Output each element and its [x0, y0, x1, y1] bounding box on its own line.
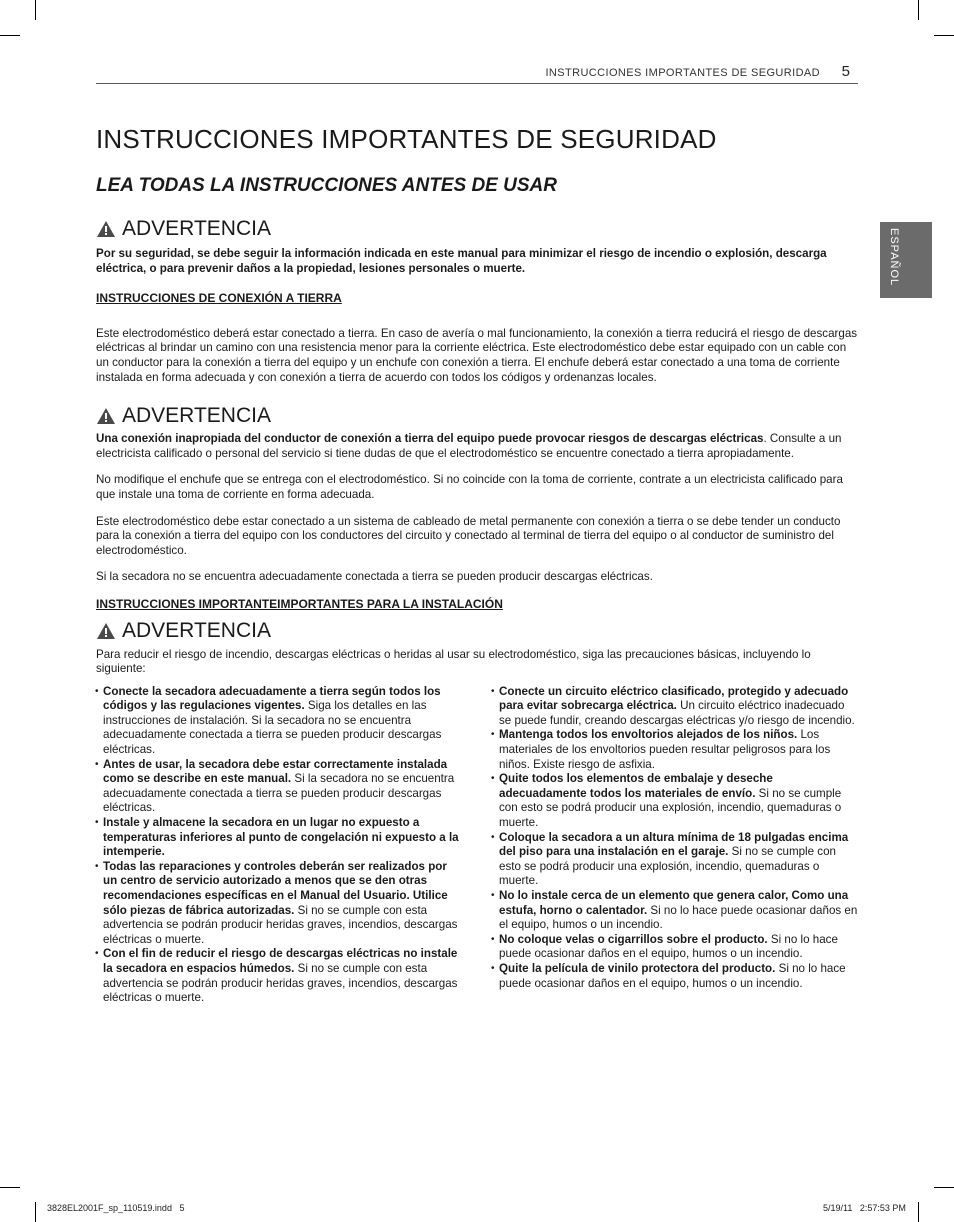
list-item: • Todas las reparaciones y controles deberán ser realizados por un centro de servicio autorizado a menos que se den otras recomendaciones específicas en el Manual del Usuario. Utilice sólo piezas de fábrica autorizadas. Si no se cumple con esta advertencia se podrán producir heridas graves, incendios, descargas eléctricas o muerte.	[96, 860, 462, 948]
page-number: 5	[841, 63, 850, 80]
precautions-list-left	[96, 685, 462, 1006]
list-item: • Conecte la secadora adecuadamente a tierra según todos los códigos y las regulaciones vigentes. Siga los detalles en las instrucciones de instalación. Si la secadora no se encuentra adecuadamente conectada a tierra se pueden producir descargas eléctricas.	[96, 685, 462, 758]
precautions-list-right	[492, 685, 858, 1006]
running-title: INSTRUCCIONES IMPORTANTES DE SEGURIDAD	[545, 67, 820, 79]
warning-label: ADVERTENCIA	[122, 404, 271, 428]
list-item: • Instale y almacene la secadora en un lugar no expuesto a temperaturas inferiores al punto de congelación ni expuesto a la intemperie.	[96, 816, 462, 860]
crop-mark	[0, 35, 20, 36]
warning-triangle-icon	[96, 622, 116, 640]
wiring-paragraph: Este electrodoméstico debe estar conectado a un sistema de cableado de metal permanente con conexión a tierra o se debe tender un conducto para la conexión a tierra del equipo con los conductores del circuito y conectado al terminal de tierra del equipo o al conductor de suministro del electrodoméstico.	[96, 514, 841, 557]
crop-mark	[934, 1187, 954, 1188]
list-item: • Mantenga todos los envoltorios alejados de los niños. Los materiales de los envoltorios pueden resultar peligrosos para los niños. Existe riesgo de asfixia.	[492, 728, 858, 772]
crop-mark	[35, 1202, 36, 1222]
crop-mark	[918, 0, 919, 20]
list-item: • Con el fin de reducir el riesgo de descargas eléctricas no instale la secadora en espacios húmedos. Si no se cumple con esta advertencia se podrán producir heridas graves, incendios, descargas eléctricas o muerte.	[96, 947, 462, 1005]
list-item: • Quite todos los elementos de embalaje y deseche adecuadamente todos los materiales de envío. Si no se cumple con esto se podrá producir una explosión, incendio, quemaduras o muerte.	[492, 772, 858, 830]
safety-intro: Por su seguridad, se debe seguir la información indicada en este manual para minimizar el riesgo de incendio o explosión, descarga eléctrica, o para prevenir daños a la propiedad, lesiones personales o muerte.	[96, 247, 827, 275]
list-item: • No coloque velas o cigarrillos sobre el producto. Si no lo hace puede ocasionar daños en el equipo, humos o un incendio.	[492, 933, 858, 962]
crop-mark	[0, 1187, 20, 1188]
page-title: INSTRUCCIONES IMPORTANTES DE SEGURIDAD	[96, 124, 717, 154]
installation-intro: Para reducir el riesgo de incendio, descargas eléctricas o heridas al usar su electrodoméstico, siga las precauciones básicas, incluyendo lo siguiente:	[96, 647, 811, 676]
main-content	[96, 124, 858, 1006]
warning-heading	[96, 217, 858, 241]
warning-label: ADVERTENCIA	[122, 217, 271, 240]
grounding-warning-lead: Una conexión inapropiada del conductor de conexión a tierra del equipo puede provocar riesgos de descargas eléctricas	[96, 432, 764, 446]
list-item: • Conecte un circuito eléctrico clasificado, protegido y adecuado para evitar sobrecarga eléctrica. Un circuito eléctrico inadecuado se puede fundir, creando descargas eléctricas y/o riesgo de incendio.	[492, 685, 858, 729]
grounding-warning-rest: . Consulte a un electricista calificado o personal del servicio si tiene dudas de que el electrodoméstico se encuentre conectado a tierra apropiadamente.	[96, 432, 842, 460]
warning-triangle-icon	[96, 220, 116, 238]
grounding-body: Este electrodoméstico deberá estar conectado a tierra. En caso de avería o mal funcionamiento, la conexión a tierra reducirá el riesgo de descargas eléctricas al brindar un camino con una resistencia menor para la corriente eléctrica. Este electrodoméstico debe estar equipado con un cable con un conductor para la conexión a tierra del equipo y un enchufe con conexión a tierra. El enchufe deberá estar conectado a una toma de corriente instalada en forma adecuada y con conexión a tierra de acuerdo con todos los códigos y ordenanzas locales.	[96, 326, 858, 384]
warning-heading	[96, 619, 858, 643]
language-tab-label: ESPAÑOL	[888, 228, 900, 287]
grounding-warning-text	[96, 432, 858, 461]
crop-mark	[35, 0, 36, 20]
dryer-ground-paragraph: Si la secadora no se encuentra adecuadamente conectada a tierra se pueden producir descargas eléctricas.	[96, 570, 653, 584]
list-item: • Coloque la secadora a un altura mínima de 18 pulgadas encima del piso para una instalación en el garaje. Si no se cumple con esto se podrá producir una explosión, incendio, quemaduras o muerte.	[492, 831, 858, 889]
warning-heading	[96, 404, 858, 428]
print-timestamp: 5/19/11 2:57:53 PM	[823, 1203, 906, 1213]
language-tab	[880, 222, 932, 298]
installation-heading: INSTRUCCIONES IMPORTANTEIMPORTANTES PARA LA INSTALACIÓN	[96, 596, 503, 611]
plug-paragraph: No modifique el enchufe que se entrega con el electrodoméstico. Si no coincide con la toma de corriente, contrate a un electricista calificado para que instale una toma de corriente en forma adecuada.	[96, 473, 843, 501]
page-header	[96, 63, 858, 84]
warning-triangle-icon	[96, 407, 116, 425]
warning-label: ADVERTENCIA	[122, 618, 271, 642]
list-item: • Quite la película de vinilo protectora del producto. Si no lo hace puede ocasionar daños en el equipo, humos o un incendio.	[492, 962, 858, 991]
precautions-columns	[96, 685, 858, 1006]
crop-mark	[934, 35, 954, 36]
print-file-info: 3828EL2001F_sp_110519.indd 5	[47, 1203, 185, 1213]
list-item: • Antes de usar, la secadora debe estar correctamente instalada como se describe en este manual. Si la secadora no se encuentra adecuadamente conectada a tierra se pueden producir descargas eléctricas.	[96, 758, 462, 816]
list-item: • No lo instale cerca de un elemento que genera calor, Como una estufa, horno o calentador. Si no lo hace puede ocasionar daños en el equipo, humos o un incendio.	[492, 889, 858, 933]
grounding-heading: INSTRUCCIONES DE CONEXIÓN A TIERRA	[96, 291, 342, 306]
crop-mark	[918, 1202, 919, 1222]
page-subtitle: LEA TODAS LA INSTRUCCIONES ANTES DE USAR	[96, 175, 557, 196]
